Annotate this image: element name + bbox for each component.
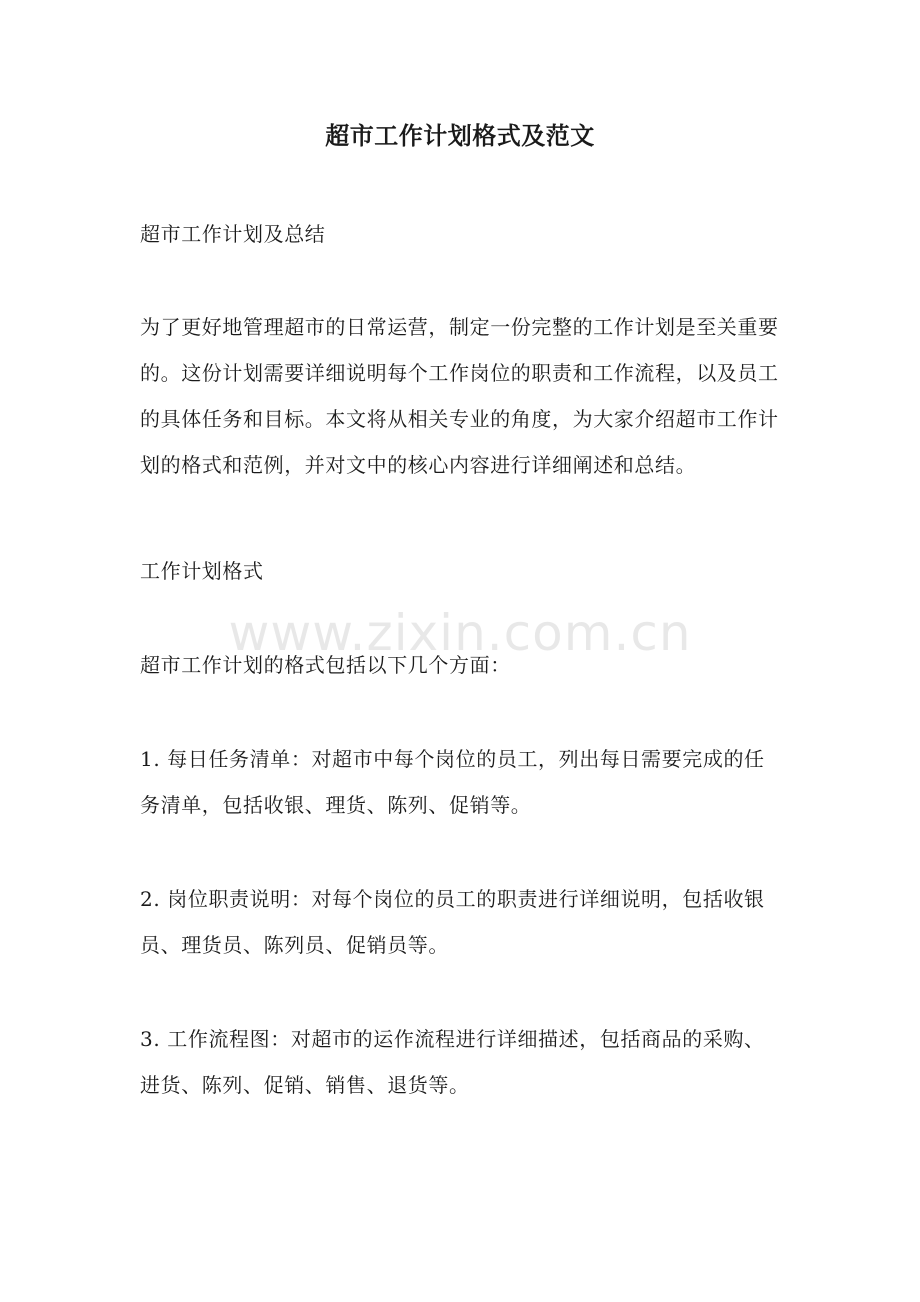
- format-intro-paragraph: 超市工作计划的格式包括以下几个方面：: [140, 653, 511, 677]
- section-heading-format: 工作计划格式: [140, 559, 264, 583]
- intro-paragraph: 为了更好地管理超市的日常运营，制定一份完整的工作计划是至关重要的。这份计划需要详细说明每个工作岗位的职责和工作流程，以及员工的具体任务和目标。本文将从相关专业的角度，为大家介绍超市工作计划的格式和范例，并对文中的核心内容进行详细阐述和总结。: [140, 315, 779, 477]
- page-title: 超市工作计划格式及范文: [325, 121, 595, 150]
- list-item-workflow: 3. 工作流程图：对超市的运作流程进行详细描述，包括商品的采购、进货、陈列、促销、销售、退货等。: [140, 1027, 765, 1097]
- list-item-daily-tasks: 1. 每日任务清单：对超市中每个岗位的员工，列出每日需要完成的任务清单，包括收银、理货、陈列、促销等。: [140, 747, 765, 817]
- section-heading-summary: 超市工作计划及总结: [140, 222, 326, 246]
- list-item-job-duties: 2. 岗位职责说明：对每个岗位的员工的职责进行详细说明，包括收银员、理货员、陈列员、促销员等。: [140, 887, 765, 957]
- watermark-text: www.zixin.com.cn: [228, 604, 692, 662]
